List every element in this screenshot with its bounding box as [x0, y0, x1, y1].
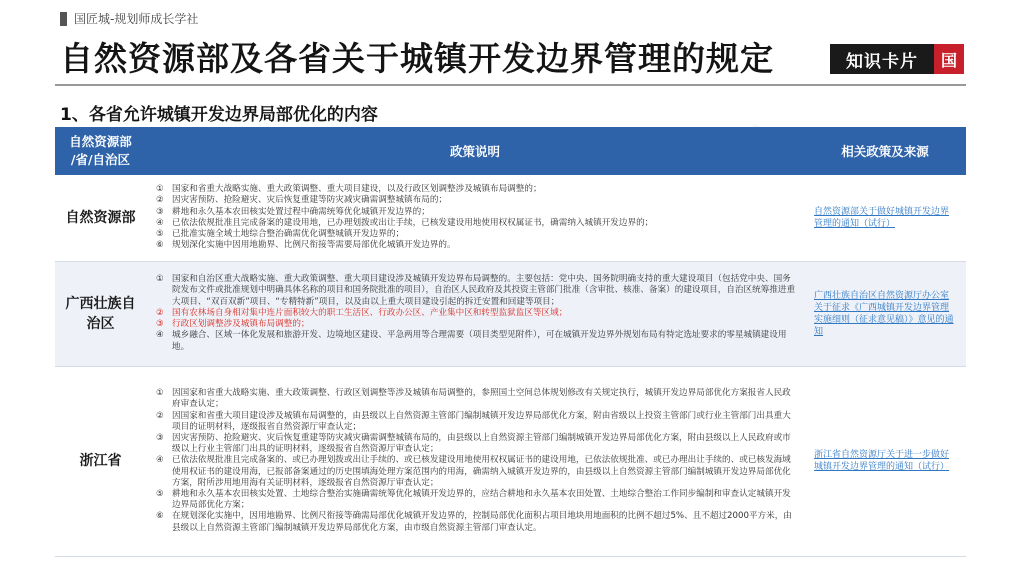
policy-item [156, 433, 798, 455]
source-link[interactable]: 广西壮族自治区自然资源厅办公室关于征求《广西城镇开发边界管理实施细则（征求意见稿）》意见的通知 [814, 290, 954, 337]
dept-cell: 广西壮族自治区 [55, 261, 146, 366]
policy-item-text: 耕地和永久基本农田核实处置过程中确需统筹优化城镇开发边界的； [172, 206, 430, 217]
policy-item-text: 在规划深化实施中，因用地勘界、比例尺衔接等确需局部优化城镇开发边界的，控制局部优化面积占项目地块用地面积的比例不超过5%、且不超过2000平方米，由县级以上自然资源主管部门编制城镇开发边界局部优化方案，由市级自然资源主管部门审查认定。 [172, 511, 792, 533]
column-header-dept: 自然资源部 /省/自治区 [55, 127, 146, 175]
policy-item [156, 319, 798, 330]
policy-item [156, 240, 798, 251]
policy-item-number: ④ [156, 217, 164, 228]
policy-item-number: ② [156, 410, 164, 421]
policy-item-number: ⑤ [156, 228, 164, 239]
policy-item-number: ③ [156, 319, 164, 330]
policy-item-text: 因国家和省重大项目建设涉及城镇布局调整的，由县级以上自然资源主管部门编制城镇开发边界局部优化方案，附由省级以上投资主管部门或行业主管部门出具重大项目的证明材料，逐级报省自然资源厅审查认定； [172, 410, 791, 432]
table-row [55, 175, 966, 261]
policy-item-text: 因灾害预防、抢险避灾、灾后恢复重建等防灾减灾确需调整城镇布局的； [172, 195, 448, 206]
table-row [55, 261, 966, 366]
brand-name: 国匠城-规划师成长学社 [74, 12, 199, 26]
policy-item-text: 耕地和永久基本农田核实处置、土地综合整治实施确需统筹优化城镇开发边界的，应结合耕地和永久基本农田处置、土地综合整治工作同步编制和审查认定城镇开发边界局部优化方案； [172, 489, 791, 511]
policy-item-number: ⑤ [156, 489, 164, 499]
policy-item-text: 国家和省重大战略实施、重大政策调整、重大项目建设，以及行政区划调整涉及城镇布局调整的； [172, 184, 542, 195]
policy-item [156, 455, 798, 489]
policy-item [156, 207, 798, 218]
policy-item [156, 411, 798, 433]
table-row [55, 366, 966, 556]
policy-item-number: ④ [156, 455, 164, 466]
policy-item-text: 国家和自治区重大战略实施、重大政策调整、重大项目建设涉及城镇开发边界布局调整的。主要包括：党中央、国务院明确支持的重大建设项目（包括党中央、国务院发布文件或批准规划中明确具体名称的项目和国务院批准的项目），自治区人民政府及其投资主管部门批准（含审批、核准、备案）的建设项目，自治区统筹推进重大项目、“双百双新”项目、“专精特新”项目，以及由以上重大项目建设引起的拆迁安置和回建等项目； [172, 274, 796, 307]
policy-item-number: ⑥ [156, 511, 164, 522]
policy-item [156, 195, 798, 206]
policy-item-number: ④ [156, 330, 164, 341]
dept-cell: 自然资源部 [55, 175, 146, 261]
knowledge-card-label: 知识卡片 [830, 44, 934, 74]
policy-item [156, 308, 798, 319]
brand-bar [60, 10, 198, 27]
policy-item-text: 国有农林场自身相对集中连片面积较大的职工生活区、行政办公区、产业集中区和转型监狱监区等区域； [172, 307, 568, 318]
policy-item-number: ② [156, 307, 164, 318]
source-cell [804, 175, 966, 261]
policy-item [156, 229, 798, 240]
policy-item [156, 330, 798, 352]
policy-item-number: ③ [156, 432, 164, 443]
policy-cell [146, 366, 804, 556]
title-divider [55, 84, 966, 86]
dept-cell: 浙江省 [55, 366, 146, 556]
source-cell [804, 366, 966, 556]
policy-item [156, 511, 798, 533]
policy-item-text: 规划深化实施中因用地勘界、比例尺衔接等需要局部优化城镇开发边界的。 [172, 240, 456, 251]
column-header-source: 相关政策及来源 [804, 127, 966, 175]
policy-item-number: ① [156, 274, 164, 285]
policy-item-number: ⑥ [156, 240, 164, 251]
source-link[interactable]: 自然资源部关于做好城镇开发边界管理的通知（试行） [814, 206, 950, 229]
policy-item-text: 因灾害预防、抢险避灾、灾后恢复重建等防灾减灾确需调整城镇布局的，由县级以上自然资源主管部门编制城镇开发边界局部优化方案，附由县级以上人民政府或市级以上行业主管部门出具的证明材料，逐级报省自然资源厅审查认定； [172, 432, 791, 455]
policy-table [55, 127, 966, 557]
policy-item-number: ② [156, 195, 164, 206]
policy-cell [146, 261, 804, 366]
policy-item-text: 因国家和省重大战略实施、重大政策调整、行政区划调整等涉及城镇布局调整的，参照国土空间总体规划修改有关规定执行，城镇开发边界局部优化方案报省人民政府审查认定； [172, 388, 791, 410]
policy-item-text: 已依法依规批准且完成备案的、或已办理划拨或出让手续的、或已核发建设用地使用权权属证书的建设用地，已依法依规批准、或已办理出让手续的、或已核发海域使用权证书的建设用海，已报部备案通过的历史围填海处理方案范围内的用海，确需纳入城镇开发边界的，由县级以上自然资源主管部门编制城镇开发边界局部优化方案，附所涉用地用海有关证明材料，逐级报省自然资源厅审查认定； [172, 455, 791, 488]
policy-item-number: ① [156, 184, 164, 195]
policy-cell [146, 175, 804, 261]
policy-item-text: 已依法依规批准且完成备案的建设用地，已办理划拨或出让手续，已核发建设用地使用权权属证书，确需纳入城镇开发边界的； [172, 217, 654, 228]
policy-item [156, 388, 798, 410]
policy-item-number: ③ [156, 206, 164, 217]
page-title: 自然资源部及各省关于城镇开发边界管理的规定 [60, 39, 774, 78]
brand-mark-icon [60, 12, 67, 26]
policy-item [156, 218, 798, 229]
table-header-row [55, 127, 966, 175]
policy-item [156, 489, 798, 511]
brand-logo-icon: 国 [934, 44, 964, 74]
policy-item-text: 已批准实施全域土地综合整治确需优化调整城镇开发边界的； [172, 228, 405, 239]
column-header-policy: 政策说明 [146, 127, 804, 175]
source-cell [804, 261, 966, 366]
policy-item [156, 274, 798, 308]
source-link[interactable]: 浙江省自然资源厅关于进一步做好城镇开发边界管理的通知（试行） [814, 450, 950, 472]
policy-item-number: ① [156, 388, 164, 399]
policy-item-text: 城乡融合、区域一体化发展和旅游开发、边境地区建设、平急两用等合理需要（项目类型见附件），可在城镇开发边界外规划布局有特定选址要求的零星城镇建设用地。 [172, 330, 787, 352]
section-title: 1、各省允许城镇开发边界局部优化的内容 [60, 105, 378, 125]
knowledge-card-badge [830, 44, 964, 74]
policy-item [156, 184, 798, 195]
policy-item-text: 行政区划调整涉及城镇布局调整的； [172, 319, 310, 330]
